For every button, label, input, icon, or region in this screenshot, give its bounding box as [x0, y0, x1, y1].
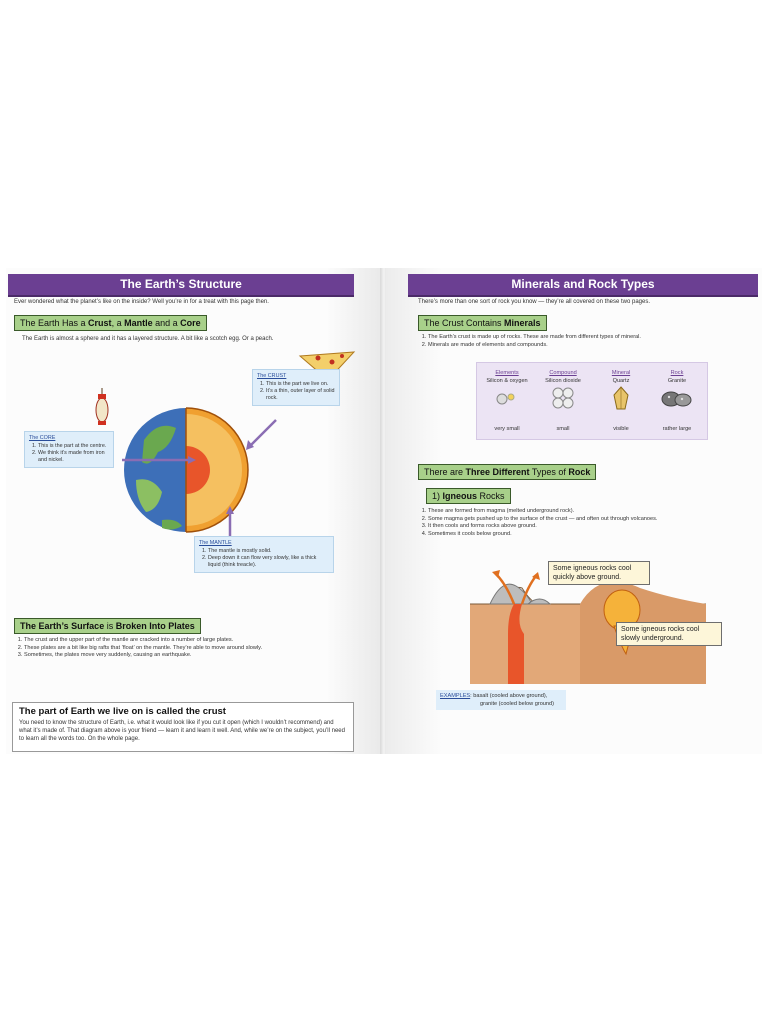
minerals-table [476, 362, 708, 440]
apple-core-icon [96, 388, 108, 425]
atoms-icon [479, 385, 535, 409]
summary-text: You need to know the structure of Earth, i.e. what it would look like if you cut it open (which I wouldn’t recommend) and what it’s made of. That diagram above is your friend — learn it and learn it well. And, while we’re on the subject, you’ll need to learn all the words too. On the whole page. [19, 720, 345, 742]
mantle-item: 1. The mantle is mostly solid. [208, 548, 329, 555]
crust-callout-title: The CRUST [257, 373, 287, 379]
heading-crust-minerals: The Crust Contains Minerals [418, 315, 547, 331]
minerals-item: 1. The Earth’s crust is made up of rocks. These are made from different types of mineral. [428, 334, 738, 342]
core-callout [24, 431, 114, 468]
crust-item: 2. It’s a thin, outer layer of solid rock. [266, 388, 335, 402]
examples-label: EXAMPLES [440, 693, 471, 699]
right-page-title: Minerals and Rock Types [408, 274, 758, 295]
right-intro: There’s more than one sort of rock you know — they’re all covered on these two pages. [418, 299, 651, 305]
plates-item: 2. These plates are a bit like big rafts that ‘float’ on the mantle. They’re able to move around slowly. [24, 645, 344, 653]
mantle-item: 2. Deep down it can flow very slowly, like a thick liquid (think treacle). [208, 555, 329, 569]
heading-three-rock-types: There are Three Different Types of Rock [418, 464, 596, 480]
plates-item: 3. Sometimes, the plates move very suddenly, causing an earthquake. [24, 652, 344, 660]
minerals-item: 2. Minerals are made of elements and compounds. [428, 342, 738, 350]
col-elements: Elements Silicon & oxygen very small [479, 369, 535, 412]
left-intro: Ever wondered what the planet’s like on the inside? Well you’re in for a treat with this page then. [14, 299, 269, 305]
left-page-title: The Earth’s Structure [8, 274, 354, 295]
caption-below-ground: Some igneous rocks cool slowly underground. [616, 622, 722, 646]
core-item: 2. We think it’s made from iron and nickel. [38, 450, 109, 464]
summary-heading: The part of Earth we live on is called the crust [19, 706, 226, 717]
mantle-callout [194, 536, 334, 573]
book-spread [6, 268, 762, 754]
igneous-list [418, 508, 748, 538]
examples-box: EXAMPLES: basalt (cooled above ground), granite (cooled below ground) [436, 690, 566, 710]
col-rock: Rock Granite rather large [649, 369, 705, 414]
summary-box [12, 702, 354, 752]
core-item: 1. This is the part at the centre. [38, 443, 109, 450]
arrow-crust [250, 420, 276, 446]
quartz-crystal-icon [593, 385, 649, 411]
molecule-icon [535, 385, 591, 411]
heading-igneous-rocks: 1) Igneous Rocks [426, 488, 511, 504]
heading-crust-mantle-core: The Earth Has a Crust, a Mantle and a Core [14, 315, 207, 331]
crust-item: 1. This is the part we live on. [266, 381, 335, 388]
plates-list [14, 637, 344, 660]
igneous-item: 3. It then cools and forms rocks above ground. [428, 523, 748, 531]
igneous-item: 2. Some magma gets pushed up to the surface of the crust — and often out through volcanoes. [428, 516, 748, 524]
col-compound: Compound Silicon dioxide small [535, 369, 591, 414]
igneous-item: 4. Sometimes it cools below ground. [428, 531, 748, 539]
core-callout-title: The CORE [29, 435, 56, 441]
crust-callout [252, 369, 340, 406]
igneous-item: 1. These are formed from magma (melted underground rock). [428, 508, 748, 516]
heading-surface-plates: The Earth’s Surface is Broken Into Plates [14, 618, 201, 634]
caption-above-ground: Some igneous rocks cool quickly above ground. [548, 561, 650, 585]
right-page [386, 268, 762, 754]
minerals-list [418, 334, 738, 349]
structure-text: The Earth is almost a sphere and it has a layered structure. A bit like a scotch egg. Or a peach. [22, 336, 274, 342]
plates-item: 1. The crust and the upper part of the mantle are cracked into a number of large plates. [24, 637, 344, 645]
granite-rock-icon [649, 385, 705, 411]
col-mineral: Mineral Quartz visible [593, 369, 649, 414]
mantle-callout-title: The MANTLE [199, 540, 232, 546]
left-page [6, 268, 382, 754]
